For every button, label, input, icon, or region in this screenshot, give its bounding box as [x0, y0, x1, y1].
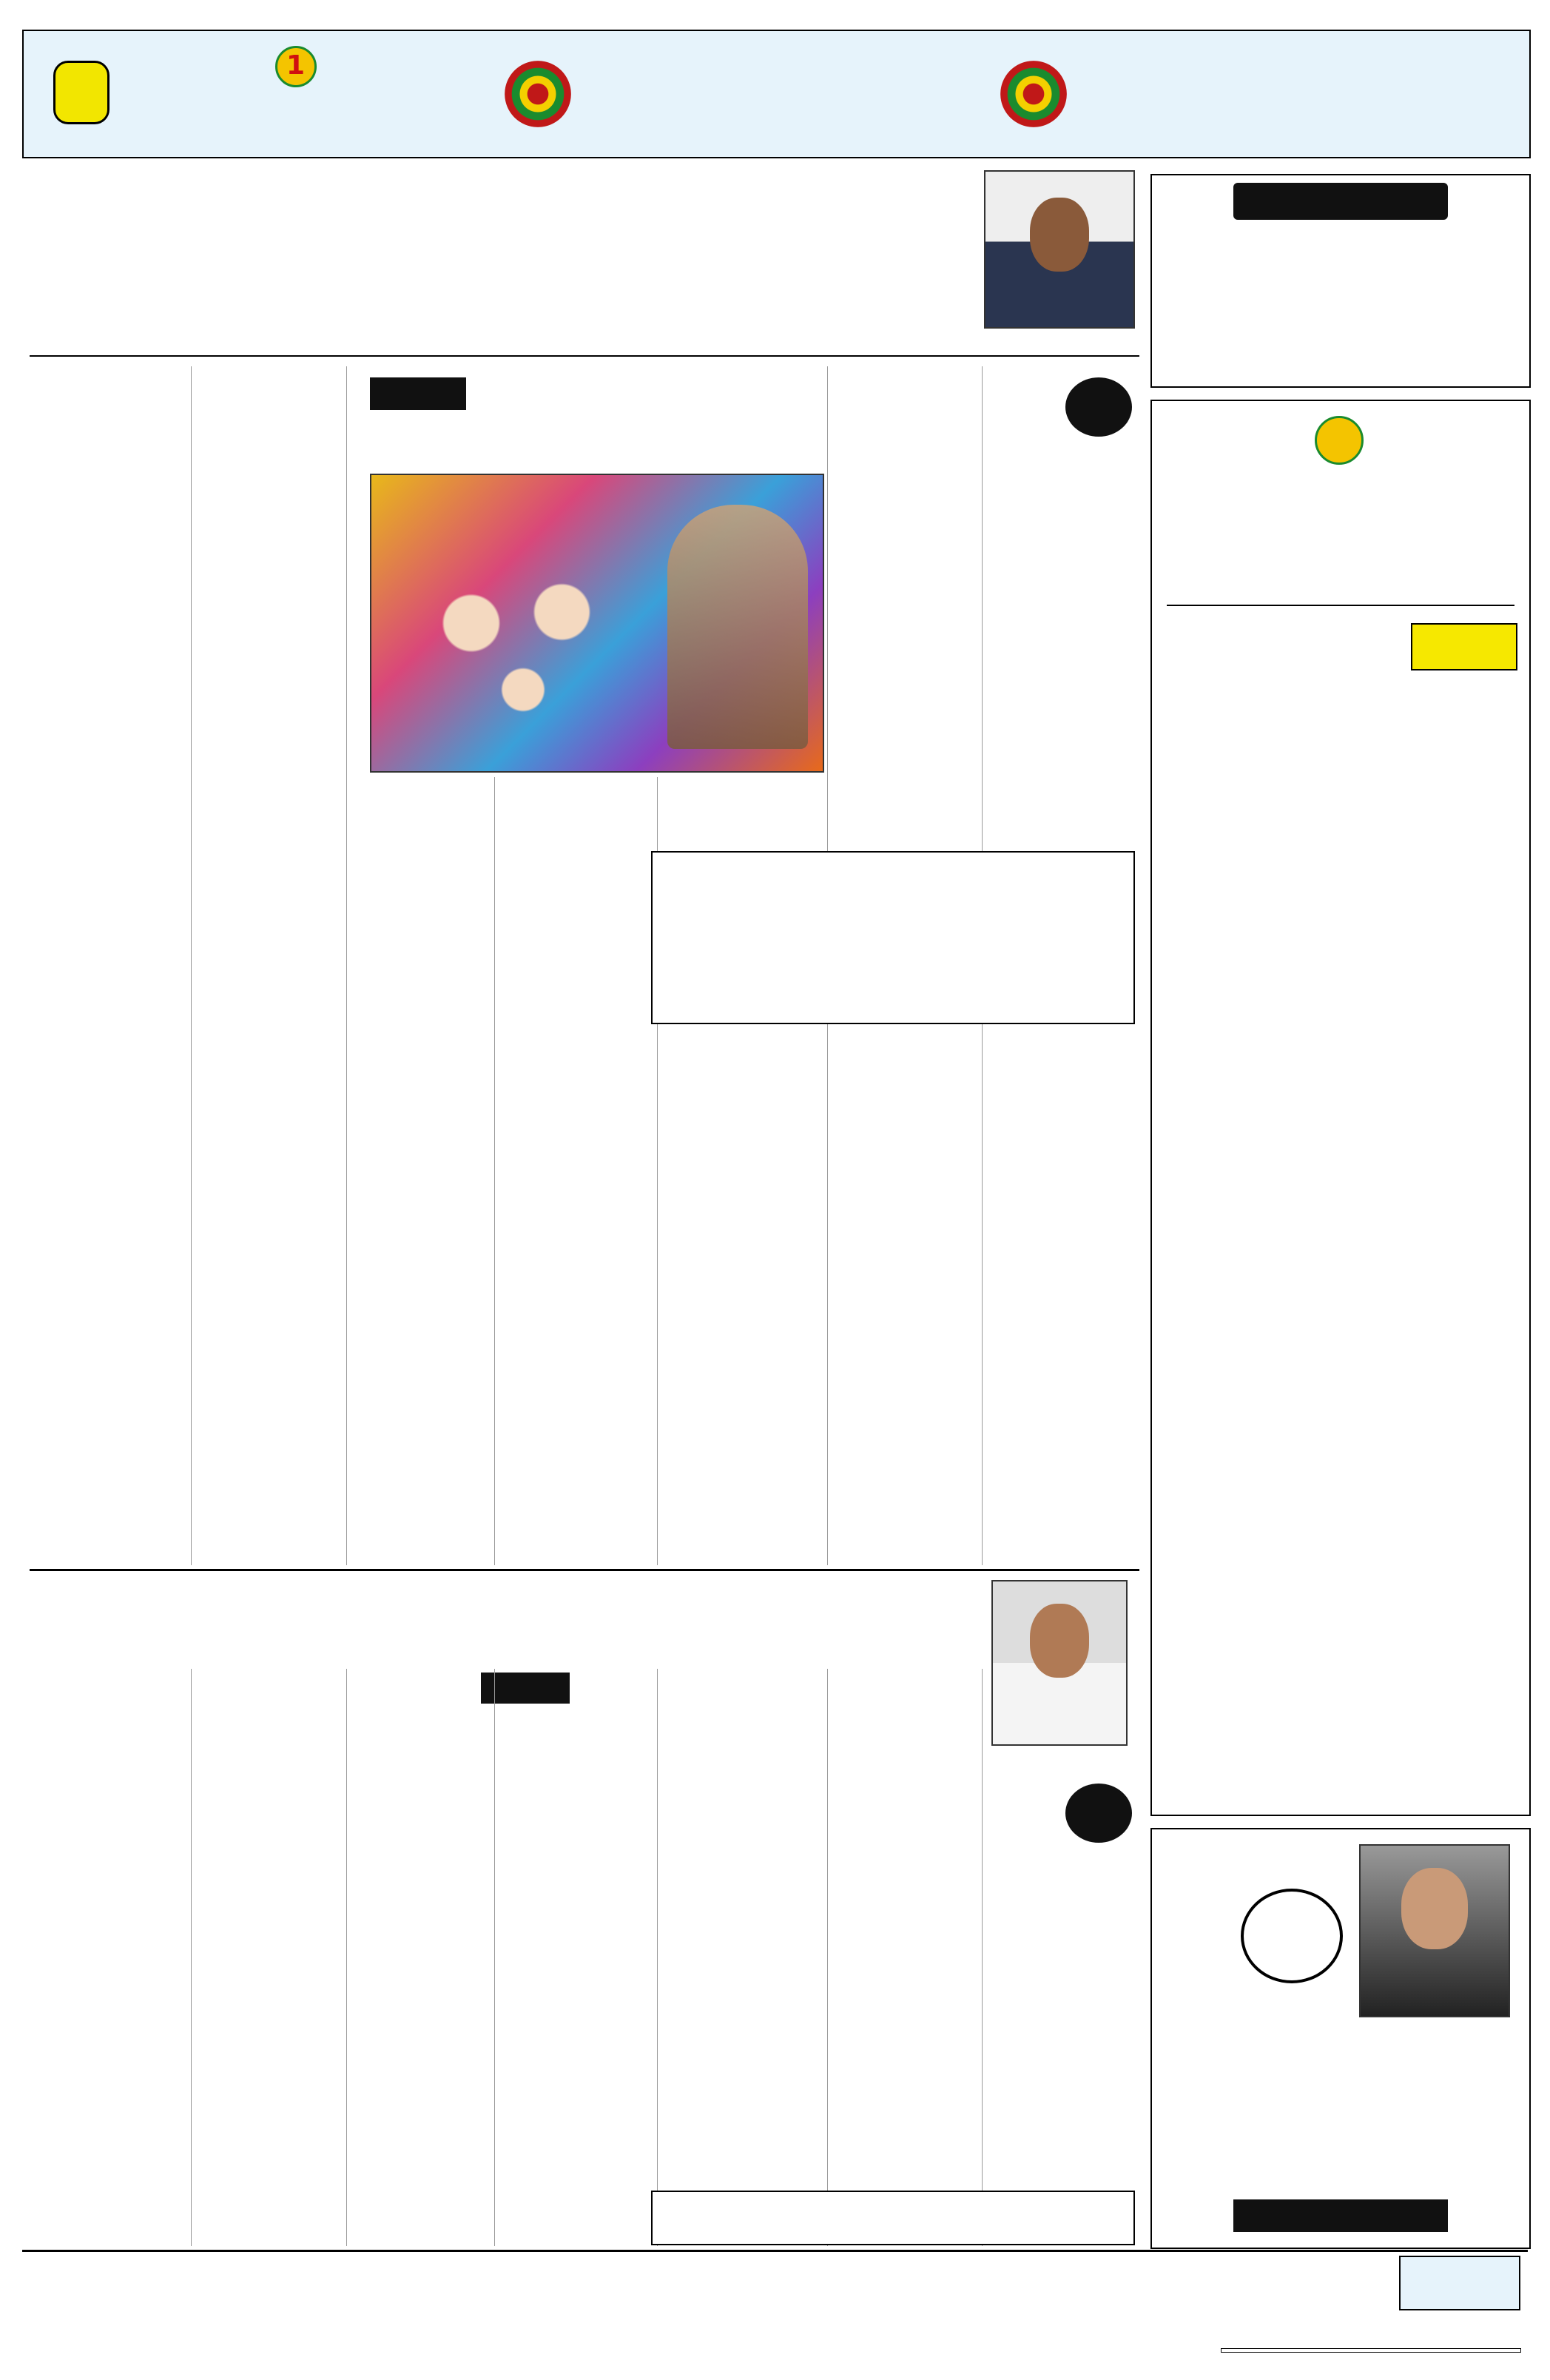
divider	[1167, 605, 1514, 606]
quotes-title	[1233, 183, 1448, 220]
logo-sun-icon	[1315, 416, 1364, 465]
column-rule	[346, 366, 347, 1565]
article2-column	[30, 1673, 185, 2131]
drop-initial	[1065, 377, 1132, 437]
logo-number: 1	[286, 50, 306, 81]
bottom-band	[1150, 1828, 1531, 2249]
article2-column	[503, 1710, 651, 2246]
sahara-logo	[216, 46, 408, 127]
author-photo	[991, 1580, 1128, 1746]
column-rule	[827, 1669, 828, 2246]
divider	[30, 355, 1139, 357]
article1-column	[991, 374, 1058, 444]
poet-photo	[1359, 1844, 1510, 2017]
drop-initial	[1065, 1784, 1132, 1843]
column-rule	[191, 1669, 192, 2246]
page-number	[53, 61, 109, 124]
article1-column	[503, 777, 651, 1565]
column-rule	[657, 1669, 658, 2246]
aaina-title	[1241, 1889, 1343, 1983]
author-face	[1030, 1604, 1089, 1678]
rosette-icon	[505, 61, 571, 127]
sidebar-logo	[1211, 416, 1470, 527]
women-celebrating-image	[394, 534, 653, 756]
article2-column	[836, 1673, 977, 2246]
column-rule	[346, 1669, 347, 2246]
holi-photo	[370, 474, 824, 773]
article1-column	[355, 777, 492, 1565]
footer-disclaimer	[1221, 2348, 1521, 2353]
author-face	[1030, 198, 1089, 272]
masthead	[22, 30, 1531, 158]
article2-column	[355, 1673, 488, 2246]
article2-pullquote	[651, 2191, 1135, 2245]
footer	[22, 2250, 1528, 2378]
article1-column	[666, 374, 821, 474]
aaina-poet	[1233, 2199, 1448, 2232]
column-rule	[494, 777, 495, 1565]
quotes-list	[1167, 231, 1514, 235]
article1-column	[200, 374, 340, 1484]
author-photo	[984, 170, 1135, 329]
divider	[30, 1569, 1139, 1571]
column-rule	[982, 1669, 983, 2246]
article1-label	[370, 377, 466, 410]
footer-logo	[1399, 2256, 1520, 2310]
column-rule	[191, 366, 192, 1565]
article1-column	[370, 414, 503, 474]
column-rule	[494, 1669, 495, 2246]
article1-column	[30, 374, 185, 1439]
article2-column	[991, 1846, 1132, 2246]
rosette-icon	[1000, 61, 1067, 127]
article2-column	[991, 1780, 1058, 1850]
poet-face	[1401, 1868, 1468, 1949]
article1-pullquote	[651, 851, 1135, 1024]
article2-column	[666, 1673, 821, 2246]
quotes-box	[1150, 174, 1531, 388]
sidebar-article	[1150, 400, 1531, 1816]
article2-column	[200, 1673, 340, 2246]
praying-hands-icon	[667, 505, 808, 749]
sidebar-body	[1167, 623, 1514, 1726]
